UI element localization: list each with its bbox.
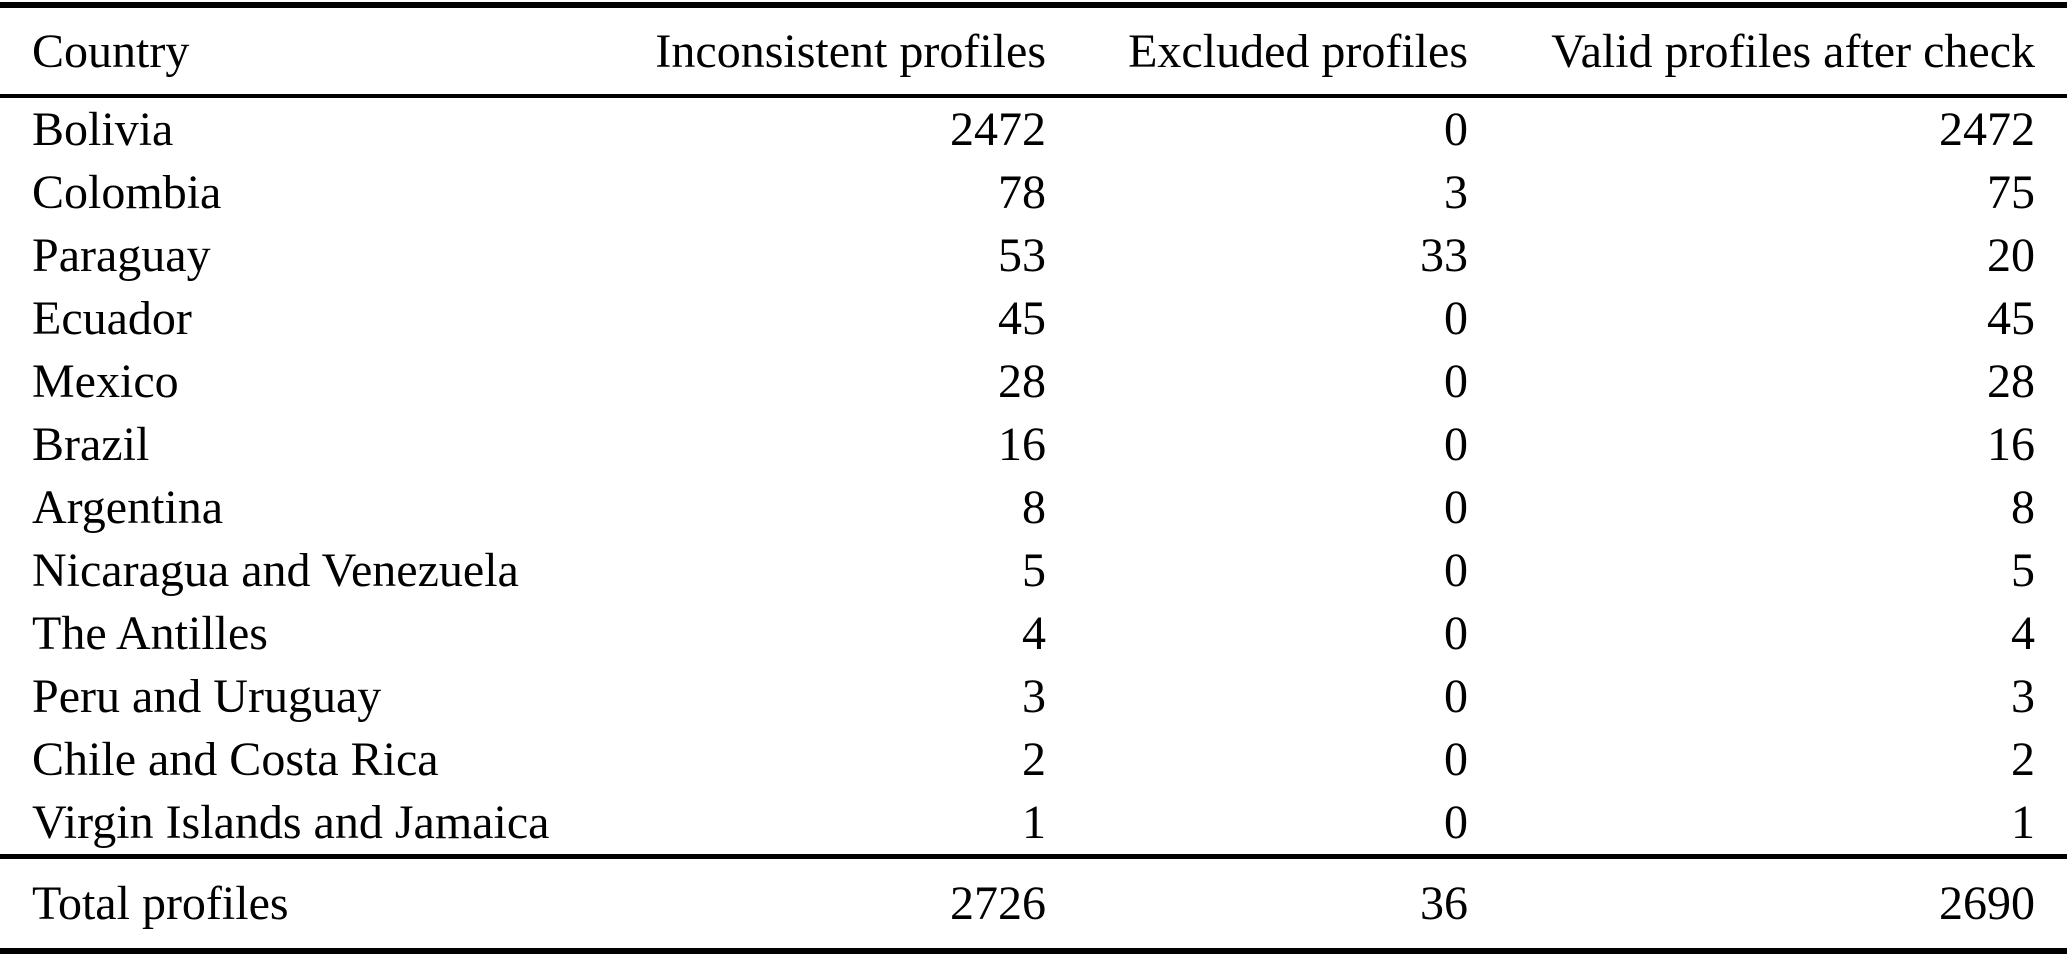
inconsistent-profiles-cell: 5 — [1022, 544, 1046, 597]
inconsistent-profiles-cell: 4 — [1022, 607, 1046, 660]
table-row-peru-and-uruguay — [0, 665, 2067, 728]
inconsistent-profiles-cell: 16 — [998, 418, 1046, 471]
valid-profiles-cell: 4 — [2011, 607, 2035, 660]
table-row-the-antilles — [0, 602, 2067, 665]
country-cell: The Antilles — [32, 607, 268, 660]
valid-profiles-cell: 75 — [1987, 166, 2035, 219]
table-row-argentina — [0, 476, 2067, 539]
excluded-profiles-cell: 0 — [1444, 544, 1468, 597]
inconsistent-profiles-cell: 3 — [1022, 670, 1046, 723]
excluded-profiles-cell: 0 — [1444, 481, 1468, 534]
valid-profiles-cell: 8 — [2011, 481, 2035, 534]
inconsistent-profiles-cell: 53 — [998, 229, 1046, 282]
excluded-profiles-cell: 0 — [1444, 292, 1468, 345]
country-cell: Bolivia — [32, 103, 174, 156]
country-cell: Ecuador — [32, 292, 192, 345]
valid-profiles-cell: 16 — [1987, 418, 2035, 471]
column-header-country: Country — [0, 5, 646, 96]
inconsistent-profiles-cell: 78 — [998, 166, 1046, 219]
valid-profiles-cell: 3 — [2011, 670, 2035, 723]
country-cell: Peru and Uruguay — [32, 670, 382, 723]
table-row-ecuador — [0, 287, 2067, 350]
excluded-profiles-cell: 0 — [1444, 103, 1468, 156]
country-cell: Brazil — [32, 418, 150, 471]
inconsistent-profiles-cell: 2472 — [950, 103, 1046, 156]
inconsistent-profiles-cell: 45 — [998, 292, 1046, 345]
total-excluded-profiles-cell: 36 — [1046, 857, 1468, 952]
column-header-excluded-profiles: Excluded profiles — [1046, 5, 1468, 96]
country-cell: Mexico — [32, 355, 179, 408]
country-cell: Colombia — [32, 166, 222, 219]
header-row — [0, 5, 2067, 96]
valid-profiles-cell: 2 — [2011, 733, 2035, 786]
excluded-profiles-cell: 0 — [1444, 355, 1468, 408]
table-row-brazil — [0, 413, 2067, 476]
country-cell: Chile and Costa Rica — [32, 733, 439, 786]
valid-profiles-cell: 2472 — [1939, 103, 2035, 156]
excluded-profiles-cell: 0 — [1444, 733, 1468, 786]
inconsistent-profiles-cell: 2 — [1022, 733, 1046, 786]
total-row — [0, 857, 2067, 952]
valid-profiles-cell: 20 — [1987, 229, 2035, 282]
valid-profiles-cell: 1 — [2011, 796, 2035, 849]
table-row-nicaragua-and-venezuela — [0, 539, 2067, 602]
valid-profiles-cell: 45 — [1987, 292, 2035, 345]
inconsistent-profiles-cell: 28 — [998, 355, 1046, 408]
total-inconsistent-profiles-cell: 2726 — [646, 857, 1046, 952]
table-row-chile-and-costa-rica — [0, 728, 2067, 791]
valid-profiles-cell: 5 — [2011, 544, 2035, 597]
table-row-bolivia — [0, 96, 2067, 161]
excluded-profiles-cell: 0 — [1444, 607, 1468, 660]
excluded-profiles-cell: 0 — [1444, 670, 1468, 723]
column-header-inconsistent-profiles: Inconsistent profiles — [646, 5, 1046, 96]
column-header-valid-profiles-after-check: Valid profiles after check — [1468, 5, 2067, 96]
country-cell: Virgin Islands and Jamaica — [32, 796, 550, 849]
inconsistent-profiles-cell: 8 — [1022, 481, 1046, 534]
valid-profiles-cell: 28 — [1987, 355, 2035, 408]
total-valid-profiles-cell: 2690 — [1468, 857, 2067, 952]
table-row-virgin-islands-and-jamaica — [0, 791, 2067, 857]
country-cell: Nicaragua and Venezuela — [32, 544, 519, 597]
excluded-profiles-cell: 0 — [1444, 418, 1468, 471]
country-cell: Paraguay — [32, 229, 211, 282]
table-row-colombia — [0, 161, 2067, 224]
excluded-profiles-cell: 3 — [1444, 166, 1468, 219]
excluded-profiles-cell: 33 — [1420, 229, 1468, 282]
excluded-profiles-cell: 0 — [1444, 796, 1468, 849]
inconsistent-profiles-cell: 1 — [1022, 796, 1046, 849]
total-label-cell: Total profiles — [0, 857, 646, 952]
table-row-paraguay — [0, 224, 2067, 287]
table-row-mexico — [0, 350, 2067, 413]
country-cell: Argentina — [32, 481, 224, 534]
profiles-table — [0, 2, 2067, 954]
